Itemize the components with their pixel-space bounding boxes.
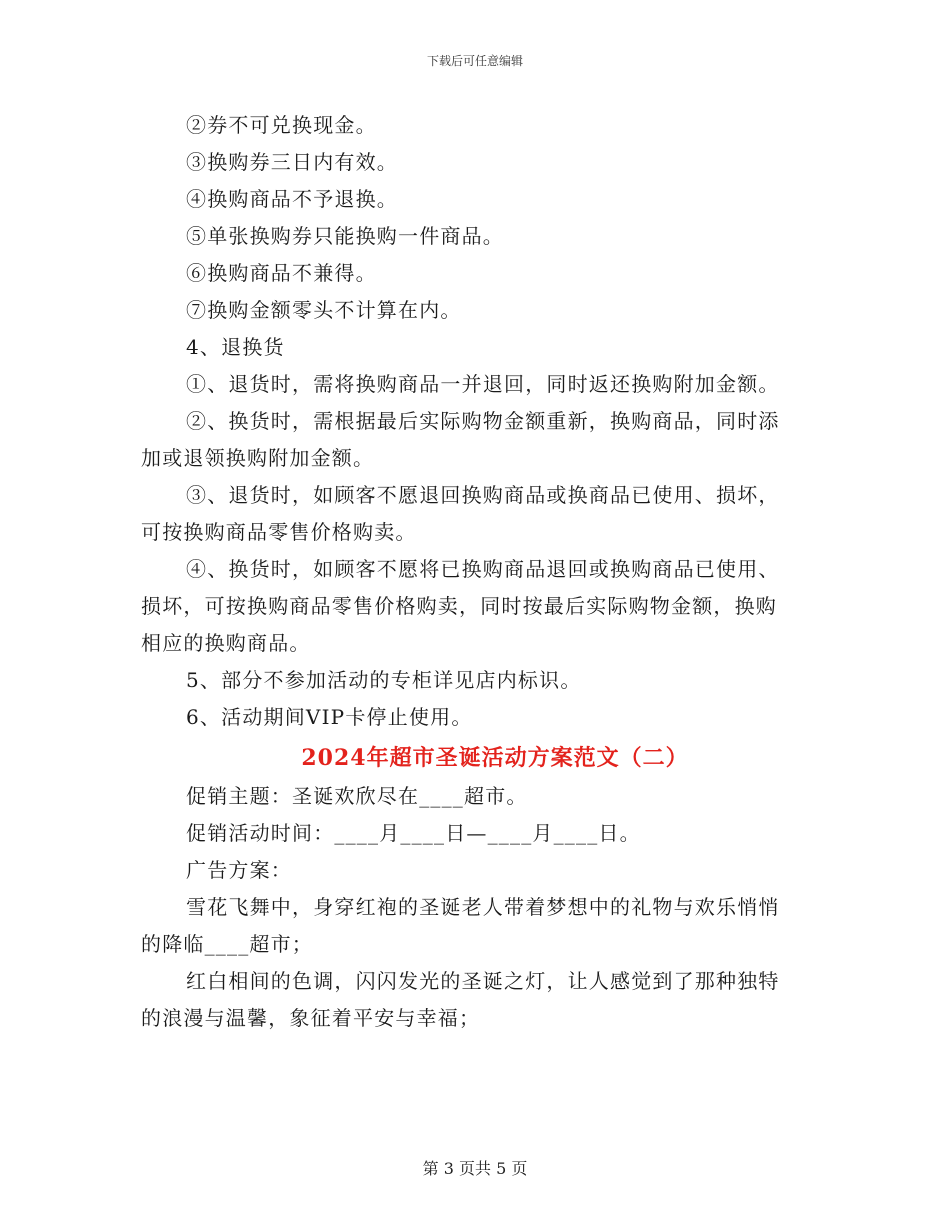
promo-time: 促销活动时间：____月____日—____月____日。 [186,821,641,845]
ad-paragraph-2: 红白相间的色调，闪闪发光的圣诞之灯，让人感觉到了那种独特 [186,969,780,993]
section-4-heading: 4、退换货 [186,335,285,359]
return-rule-1: ①、退货时，需将换购商品一并退回，同时返还换购附加金额。 [186,372,780,396]
exchange-rule-4-cont-2: 相应的换购商品。 [141,631,311,655]
exchange-rule-4: ④、换货时，如顾客不愿将已换购商品退回或换购商品已使用、 [186,557,780,581]
rule-line-3: ③换购券三日内有效。 [186,150,398,174]
exchange-rule-2-cont: 加或退领换购附加金额。 [141,446,375,470]
rule-line-7: ⑦换购金额零头不计算在内。 [186,298,462,322]
ad-paragraph-1-cont: 的降临____超市； [141,932,313,956]
rule-line-4: ④换购商品不予退换。 [186,187,398,211]
ad-plan-heading: 广告方案： [186,858,292,882]
section-5-line: 5、部分不参加活动的专柜详见店内标识。 [186,668,582,692]
page-header: 下载后可任意编辑 [426,54,523,68]
return-rule-3-cont: 可按换购商品零售价格购卖。 [141,520,417,544]
rule-line-6: ⑥换购商品不兼得。 [186,261,377,285]
ad-paragraph-2-cont: 的浪漫与温馨，象征着平安与幸福； [141,1006,481,1030]
exchange-rule-4-cont-1: 损坏，可按换购商品零售价格购卖，同时按最后实际购物金额，换购 [141,594,777,618]
rule-line-5: ⑤单张换购券只能换购一件商品。 [186,224,504,248]
section-6-line: 6、活动期间VIP卡停止使用。 [186,705,473,729]
ad-paragraph-1: 雪花飞舞中，身穿红袍的圣诞老人带着梦想中的礼物与欢乐悄悄 [186,895,780,919]
return-rule-3: ③、退货时，如顾客不愿退回换购商品或换商品已使用、损坏， [186,483,780,507]
promo-theme: 促销主题：圣诞欢欣尽在____超市。 [186,784,528,808]
document-body [0,107,950,1037]
page-footer: 第 3 页共 5 页 [422,1159,528,1178]
section-title: 2024年超市圣诞活动方案范文（二） [301,745,689,771]
exchange-rule-2: ②、换货时，需根据最后实际购物金额重新，换购商品，同时添 [186,409,780,433]
rule-line-2: ②券不可兑换现金。 [186,113,377,137]
